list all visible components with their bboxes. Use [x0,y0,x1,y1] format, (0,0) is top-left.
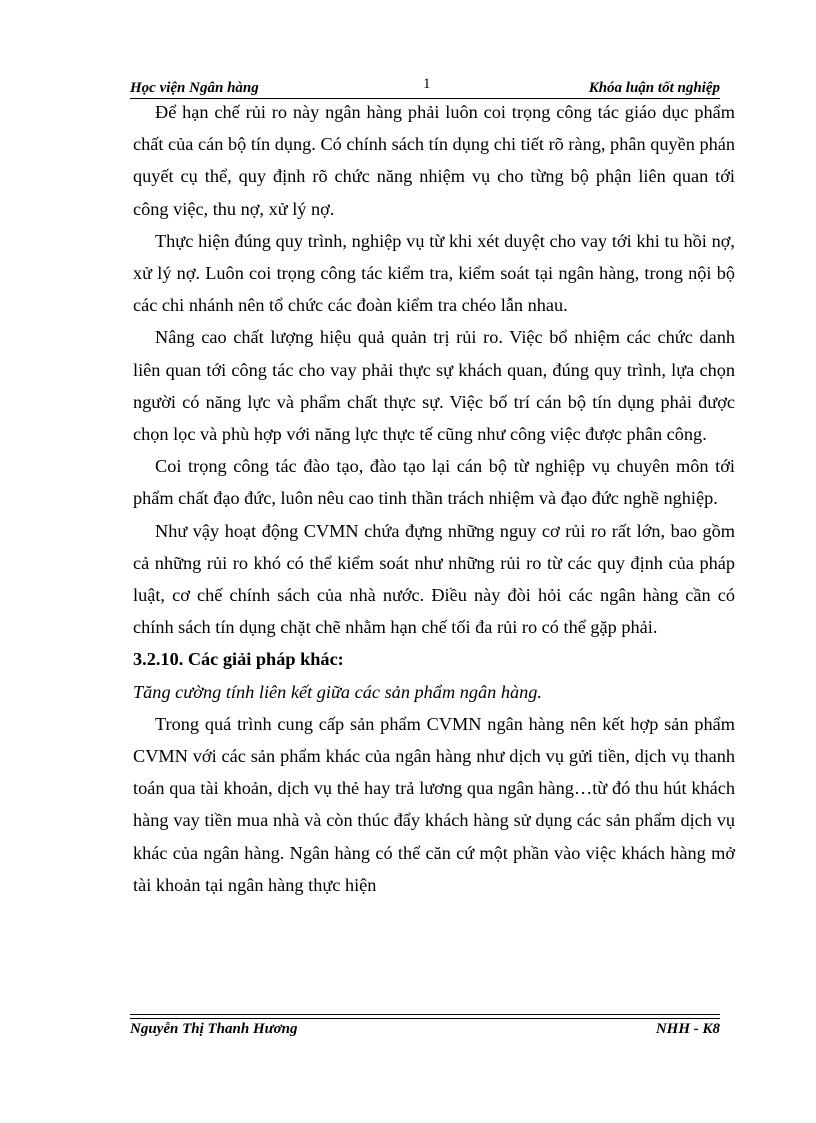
header-institution: Học viện Ngân hàng [130,80,259,96]
paragraph-3: Nâng cao chất lượng hiệu quả quản trị rủi ro. Việc bổ nhiệm các chức danh liên quan tới công tác cho vay phải thực sự khách quan, đúng quy trình, lựa chọn người có năng lực và phẩm chất thực sự. Việc bố trí cán bộ tín dụng phải được chọn lọc và phù hợp với năng lực thực tế cũng như công việc được phân công. [133,327,735,445]
page-header [130,74,720,96]
section-subheading: Tăng cường tính liên kết giữa các sản phẩm ngân hàng. [133,681,542,702]
footer-rule-top [130,1014,720,1015]
footer-rule-bottom [130,1018,720,1019]
page-footer [130,1021,720,1043]
footer-author: Nguyễn Thị Thanh Hương [130,1021,298,1037]
paragraph-2: Thực hiện đúng quy trình, nghiệp vụ từ khi xét duyệt cho vay tới khi tu hồi nợ, xử lý nợ. Luôn coi trọng công tác kiểm tra, kiểm soát tại ngân hàng, trong nội bộ các chi nhánh nên tổ chức các đoàn kiểm tra chéo lẫn nhau. [133,230,735,316]
paragraph-4: Coi trọng công tác đào tạo, đào tạo lại cán bộ từ nghiệp vụ chuyên môn tới phẩm chất đạo đức, luôn nêu cao tinh thần trách nhiệm và đạo đức nghề nghiệp. [133,456,735,509]
footer-class-code: NHH - K8 [655,1021,720,1037]
section-heading: 3.2.10. Các giải pháp khác: [133,649,344,670]
paragraph-1: Để hạn chế rủi ro này ngân hàng phải luôn coi trọng công tác giáo dục phẩm chất của cán bộ tín dụng. Có chính sách tín dụng chi tiết rõ ràng, phân quyền phán quyết cụ thể, quy định rõ chức năng nhiệm vụ cho từng bộ phận liên quan tới công việc, thu nợ, xử lý nợ. [133,102,735,219]
page-number: 1 [423,76,431,92]
paragraph-5: Như vậy hoạt động CVMN chứa đựng những nguy cơ rủi ro rất lớn, bao gồm cả những rủi ro khó có thể kiểm soát như những rủi ro từ các quy định của pháp luật, cơ chế chính sách của nhà nước. Điều này đòi hỏi các ngân hàng cần có chính sách tín dụng chặt chẽ nhằm hạn chế tối đa rủi ro có thể gặp phải. [133,520,735,638]
header-doc-type: Khóa luận tốt nghiệp [588,80,720,96]
paragraph-6: Trong quá trình cung cấp sản phẩm CVMN ngân hàng nên kết hợp sản phẩm CVMN với các sản phẩm khác của ngân hàng như dịch vụ gửi tiền, dịch vụ thanh toán qua tài khoản, dịch vụ thẻ hay trả lương qua ngân hàng…từ đó thu hút khách hàng vay tiền mua nhà và còn thúc đẩy khách hàng sử dụng các sản phẩm dịch vụ khác của ngân hàng. Ngân hàng có thể căn cứ một phần vào việc khách hàng mở tài khoản tại ngân hàng thực hiện [133,713,735,895]
document-body [133,96,735,901]
